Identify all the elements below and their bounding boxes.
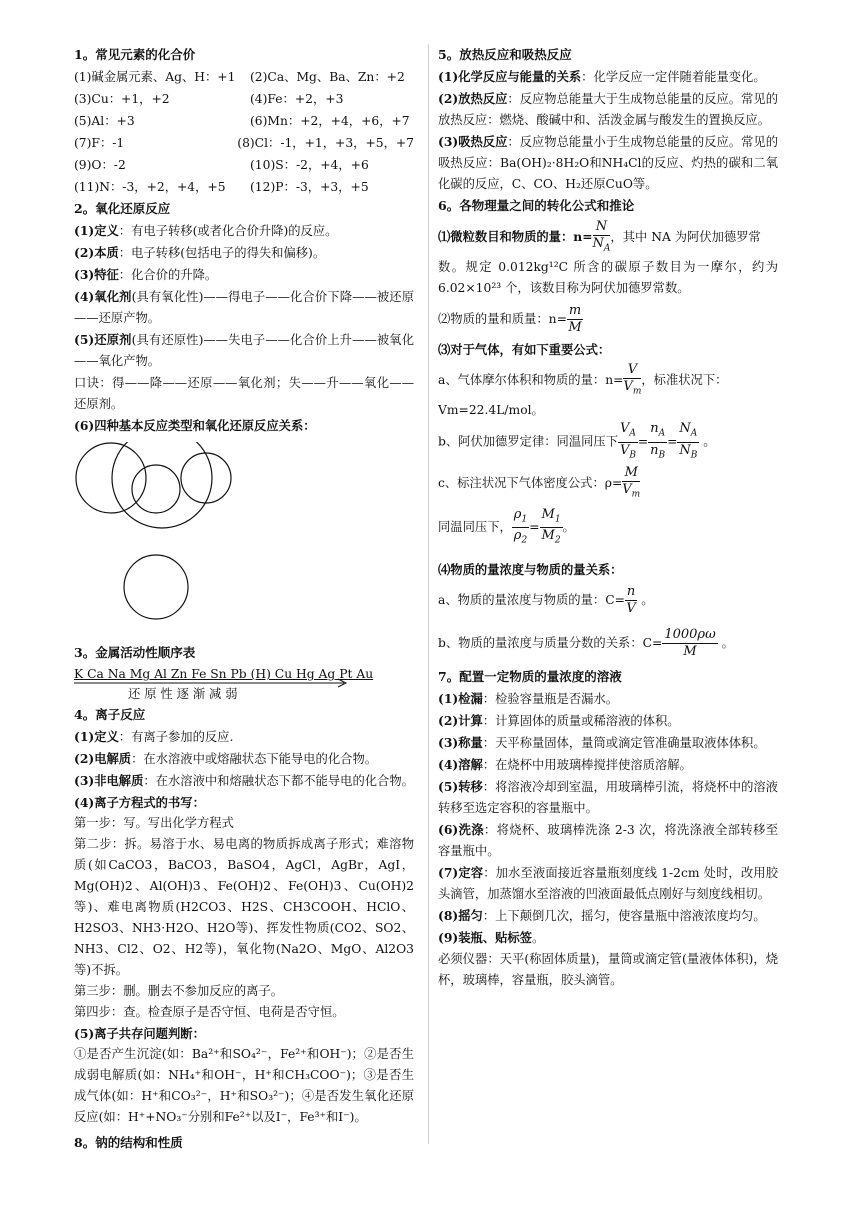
valence-list (74, 66, 414, 198)
valence-item: (11)N：-3，+2，+4，+5 (74, 180, 226, 194)
right-column (438, 44, 778, 991)
valence-item: (10)S：-2，+4，+6 (250, 158, 369, 172)
item-text: ：化合价的升降。 (118, 268, 218, 282)
item-key: (9)装瓶、贴标签 (438, 930, 532, 946)
list-item (438, 710, 778, 732)
formula-4b: b、物质的量浓度与质量分数的关系：C= $\frac{1000\rho\omega}{M}$ 。 (438, 627, 734, 660)
formula-1-note: ，其中 NA 为阿伏加德罗常 (610, 230, 761, 244)
list-item (74, 264, 414, 286)
formula-2: ⑵物质的量和质量：n= $\frac{m}{M}$ (438, 303, 582, 335)
item-text: (具有还原性)——失电子——化合价上升——被氧化——氧化产物。 (74, 333, 414, 368)
section-1-title: 1。常见元素的化合价 (74, 47, 196, 62)
steps-list (74, 813, 414, 1023)
item-key: (2)电解质 (74, 751, 132, 766)
metal-series (74, 664, 414, 704)
valence-item: (8)Cl：-1，+1，+3，+5，+7 (237, 136, 414, 150)
formula-3d-label: 同温同压下， (438, 520, 512, 535)
step-item: 第一步：写。写出化学方程式 (74, 816, 234, 830)
venn-diagram (74, 442, 274, 632)
valence-item: (6)Mn：+2，+4，+6，+7 (250, 114, 410, 128)
item-text: ：在水溶液中和熔融状态下都不能导电的化合物。 (143, 774, 414, 788)
valence-row (74, 132, 414, 154)
item-key: (5)还原剂 (74, 332, 132, 347)
list-item (438, 66, 778, 88)
item-text: 口诀：得——降——还原——氧化剂；失——升——氧化——还原剂。 (74, 376, 414, 411)
valence-row (74, 110, 414, 132)
valence-item: (9)O：-2 (74, 158, 126, 172)
ion-list (74, 726, 414, 792)
item-text: ：检验容量瓶是否漏水。 (482, 692, 619, 707)
list-item (438, 754, 778, 776)
item-text: ：电子转移(包括电子的得失和偏移)。 (118, 246, 326, 260)
list-item (74, 329, 414, 372)
formula-4-title: ⑷物质的量浓度与物质的量关系： (438, 562, 623, 578)
valence-item: (2)Ca、Mg、Ba、Zn：+2 (250, 70, 405, 84)
metal-series-text: K Ca Na Mg Al Zn Fe Sn Pb (H) Cu Hg Ag Pt Au (74, 667, 374, 681)
item-text: ：在水溶液中或熔融状态下能导电的化合物。 (131, 752, 378, 766)
item-key: (3)吸热反应 (438, 134, 508, 149)
step-item: 第四步：查。检查原子是否守恒、电荷是否守恒。 (74, 1005, 345, 1019)
section-7-title: 7。配置一定物质的量浓度的溶液 (438, 669, 622, 685)
item-text: 。 (531, 931, 545, 946)
tools-text: 必须仪器：天平(称固体质量)，量筒或滴定管(量液体体积)，烧杯，玻璃棒，容量瓶，胶头滴管。 (438, 952, 778, 988)
item-text: ：化学反应一定伴随着能量变化。 (581, 70, 766, 84)
valence-item: (5)Al：+3 (74, 114, 135, 128)
formula-3a-vm: Vm=22.4L/mol。 (438, 403, 544, 417)
item-key: (1)定义 (74, 223, 119, 238)
formula-4a-label: a、物质的量浓度与物质的量：C= (438, 593, 625, 608)
list-item (438, 688, 778, 710)
item-key: (4)溶解 (438, 757, 483, 773)
item-key: (1)定义 (74, 729, 119, 744)
item-text: ：将溶液冷却到室温，用玻璃棒引流，将烧杯中的溶液转移至选定容积的容量瓶中。 (438, 780, 778, 816)
valence-row (74, 88, 414, 110)
item-key: (1)检漏 (438, 691, 483, 707)
section-3-title: 3。金属活动性顺序表 (74, 645, 196, 660)
item-text: ：反应物总能量小于生成物总能量的反应。常见的吸热反应：Ba(OH)₂·8H₂O和NH₄Cl的反应、灼热的碳和二氧化碳的反应，C、CO、H₂还原CuO等。 (438, 135, 778, 191)
list-item (74, 372, 414, 415)
valence-item: (4)Fe：+2，+3 (250, 92, 344, 106)
energy-list (438, 66, 778, 195)
list-item (74, 220, 414, 242)
left-column (74, 44, 414, 1154)
section-8-title: 8。钠的结构和性质 (74, 1135, 183, 1150)
list-item (74, 748, 414, 770)
item-key: (2)本质 (74, 245, 119, 260)
avogadro-text: 数。规定 0.012kg¹²C 所含的碳原子数目为一摩尔，约为 6.02×10²³ 个，该数目称为阿伏加德罗常数。 (438, 260, 778, 295)
formula-3b-label: b、阿伏加德罗定律：同温同压下 (438, 434, 619, 449)
item-text: ：上下颠倒几次，摇匀，使容量瓶中溶液浓度均匀。 (482, 909, 766, 924)
valence-row (74, 154, 414, 176)
list-item (74, 242, 414, 264)
section-5-title: 5。放热反应和吸热反应 (438, 47, 572, 62)
reaction-types-label: (6)四种基本反应类型和氧化还原反应关系： (74, 418, 316, 433)
valence-row (74, 176, 414, 198)
ion-equation-label: (4)离子方程式的书写： (74, 795, 205, 810)
formula-3d: 同温同压下， $\frac{\rho_1}{\rho_2}$ = $\frac{M_1}{M_2}$ 。 (438, 506, 575, 546)
section-2-title: 2。氧化还原反应 (74, 201, 171, 216)
item-key: (7)定容 (438, 865, 484, 881)
valence-item: (1)碱金属元素、Ag、H：+1 (74, 70, 236, 84)
item-text: (具有氧化性)——得电子——化合价下降——被还原——还原产物。 (74, 290, 414, 325)
formula-3c: c、标注状况下气体密度公式：ρ= $\frac{M}{V_m}$ (438, 464, 641, 500)
formula-3a: a、气体摩尔体积和物质的量：n= $\frac{V}{V_m}$ ，标准状况下： (438, 361, 728, 397)
coexist-label: (5)离子共存问题判断： (74, 1026, 205, 1041)
formula-4a: a、物质的量浓度与物质的量：C= $\frac{n}{V}$ 。 (438, 584, 654, 617)
valence-row (74, 66, 414, 88)
formula-3c-label: c、标注状况下气体密度公式：ρ= (438, 476, 623, 491)
list-item (438, 905, 778, 927)
list-item (438, 927, 778, 949)
item-key: (1)化学反应与能量的关系 (438, 69, 582, 84)
formula-3b: b、阿伏加德罗定律：同温同压下 $\frac{V_A}{V_B}$ = $\frac{n_A}{n_B}$ = $\frac{N_A}{N_B}$ 。 (438, 421, 716, 461)
list-item (438, 88, 778, 131)
item-key: (4)氧化剂 (74, 289, 132, 304)
list-item (74, 286, 414, 329)
section-4-title: 4。离子反应 (74, 707, 146, 722)
solution-steps-list (438, 688, 778, 949)
formula-1: ⑴微粒数目和物质的量：n= $\frac{N}{N_A}$ ，其中 NA 为阿伏加德罗常 (438, 218, 761, 254)
valence-item: (12)P：-3，+3，+5 (250, 180, 369, 194)
section-6-title: 6。各物理量之间的转化公式和推论 (438, 198, 635, 213)
formula-4b-label: b、物质的量浓度与质量分数的关系：C= (438, 636, 663, 651)
valence-item: (3)Cu：+1，+2 (74, 92, 170, 106)
formula-1-label: ⑴微粒数目和物质的量：n= (438, 229, 593, 244)
item-key: (2)计算 (438, 713, 483, 729)
list-item (438, 732, 778, 754)
list-item (438, 819, 778, 862)
formula-3a-note: ，标准状况下： (641, 373, 728, 387)
list-item (438, 862, 778, 905)
item-text: ：将烧杯、玻璃棒洗涤 2-3 次，将洗涤液全部转移至容量瓶中。 (438, 823, 778, 859)
item-key: (6)洗涤 (438, 822, 484, 838)
item-key: (3)特征 (74, 267, 119, 282)
formula-3-title: ⑶对于气体，有如下重要公式： (438, 342, 611, 357)
item-text: ：计算固体的质量或稀溶液的体积。 (482, 714, 680, 729)
item-text: ：加水至液面接近容量瓶刻度线 1-2cm 处时，改用胶头滴管，加蒸馏水至溶液的凹液面最低点刚好与刻度线相切。 (438, 866, 779, 902)
item-text: ：反应物总能量大于生成物总能量的反应。常见的放热反应：燃烧、酸碱中和、活泼金属与酸发生的置换反应。 (438, 92, 778, 127)
redox-list (74, 220, 414, 415)
formula-2-label: ⑵物质的量和质量：n= (438, 312, 567, 326)
item-key: (8)摇匀 (438, 908, 483, 924)
list-item (438, 776, 778, 819)
valence-item: (7)F：-1 (74, 136, 125, 150)
step-item: 第三步：删。删去不参加反应的离子。 (74, 984, 284, 998)
item-text: ：天平称量固体，量筒或滴定管准确量取液体体积。 (482, 736, 766, 751)
step-item: 第二步：拆。易溶于水、易电离的物质拆成离子形式；难溶物质(如CaCO3，BaCO3，BaSO4，AgCl，AgBr，AgI，Mg(OH)2、Al(OH)3、Fe(OH)2、Fe(OH)3、Cu(OH)2等)、难电离物质(H2CO3、H2S、CH3COOH、HClO、H2SO3、NH3·H2O、H2O等)、挥发性物质(CO2、SO2、NH3、Cl2、O2、H2等)，氧化物(Na2O、MgO、Al2O3等)不拆。 (74, 837, 414, 977)
column-divider (428, 44, 429, 1144)
item-text: ：有电子转移(或者化合价升降)的反应。 (118, 224, 338, 238)
list-item (438, 131, 778, 195)
list-item (74, 770, 414, 792)
item-key: (2)放热反应 (438, 91, 508, 106)
item-key: (3)称量 (438, 735, 483, 751)
coexist-text: ①是否产生沉淀(如：Ba²⁺和SO₄²⁻，Fe²⁺和OH⁻)；②是否生成弱电解质(如：NH₄⁺和OH⁻，H⁺和CH₃COO⁻)；③是否生成气体(如：H⁺和CO₃²⁻，H⁺和SO₃²⁻)；④是否发生氧化还原反应(如：H⁺+NO₃⁻分别和Fe²⁺以及I⁻，Fe³⁺和I⁻)。 (74, 1047, 414, 1124)
item-text: ：在烧杯中用玻璃棒搅拌使溶质溶解。 (482, 758, 692, 773)
item-text: ：有离子参加的反应. (118, 730, 234, 744)
metal-series-note: 还 原 性 逐 渐 减 弱 (128, 687, 238, 701)
item-key: (5)转移 (438, 779, 483, 795)
list-item (74, 726, 414, 748)
formula-3a-label: a、气体摩尔体积和物质的量：n= (438, 373, 624, 387)
item-key: (3)非电解质 (74, 773, 144, 788)
